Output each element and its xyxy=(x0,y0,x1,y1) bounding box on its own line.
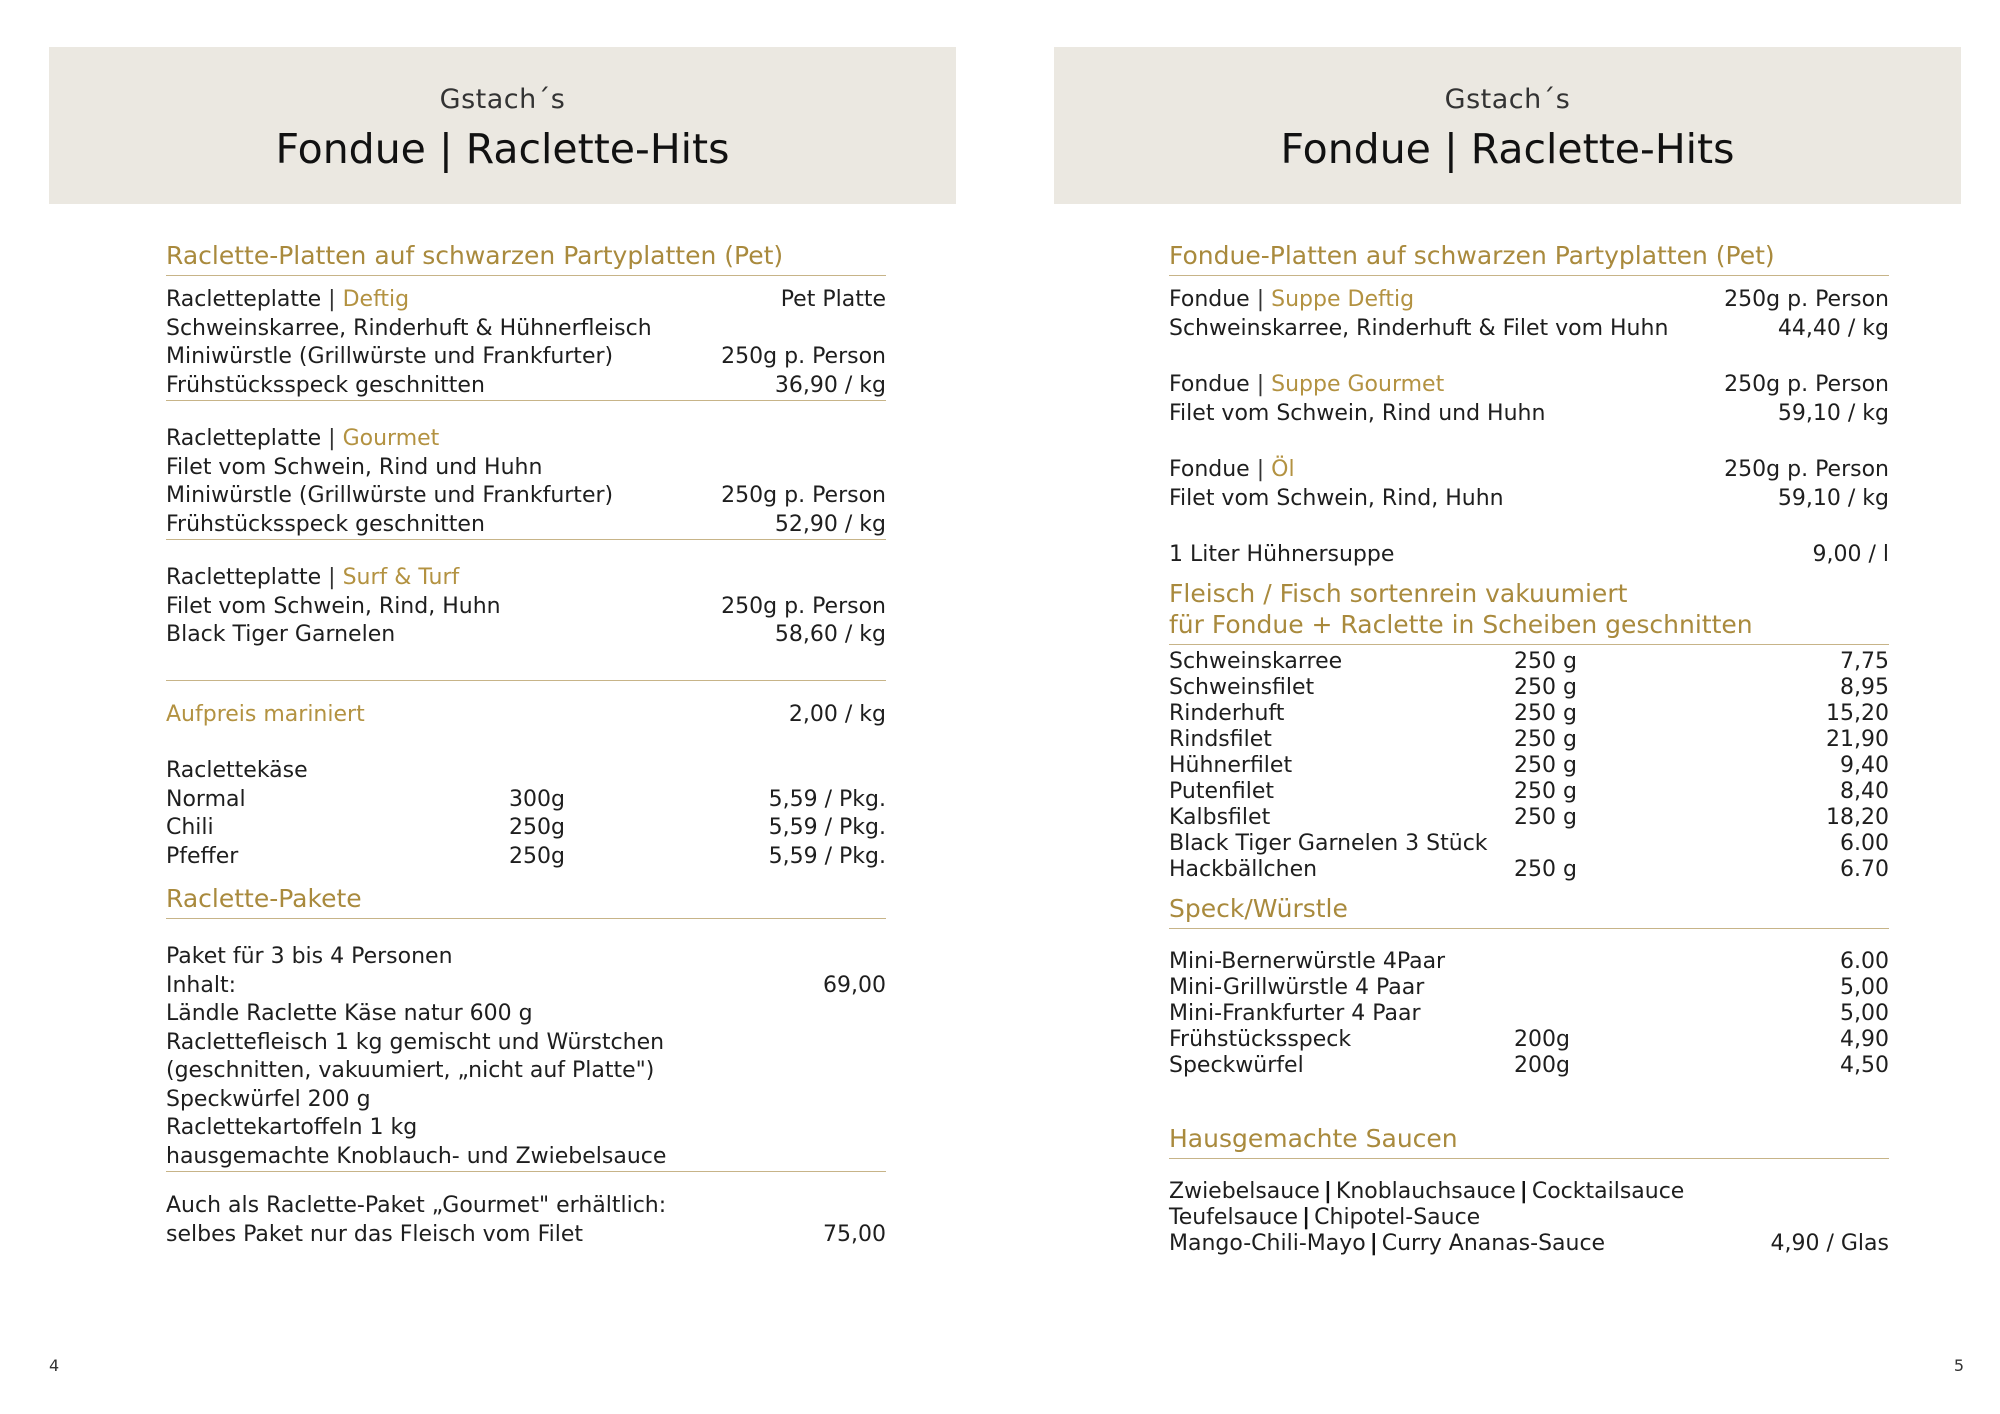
text-cell: 5,59 / Pkg. xyxy=(768,843,886,869)
saucen-list xyxy=(1169,1179,1889,1257)
aufpreis-row xyxy=(166,701,886,730)
divider xyxy=(166,650,886,681)
header-title: Fondue | Raclette-Hits xyxy=(275,125,730,173)
section-title-speck: Speck/Würstle xyxy=(1169,893,1889,929)
text-cell: 250 g xyxy=(1514,804,1577,830)
text-cell: Schweinskarree xyxy=(1169,648,1343,674)
header-subtitle: Gstach´s xyxy=(1444,84,1571,115)
right-header xyxy=(1054,47,1961,204)
text-cell: Fondue xyxy=(1169,287,1250,312)
text-cell: Chili xyxy=(166,815,214,840)
item-price: 36,90 / kg xyxy=(774,372,886,398)
text-cell: 200g xyxy=(1514,1026,1570,1052)
table-row xyxy=(1169,805,1889,831)
table-row xyxy=(1169,649,1889,675)
text-cell: 250 g xyxy=(1514,726,1577,752)
text-cell: | xyxy=(1256,287,1265,312)
text-cell: 4,90 xyxy=(1840,1026,1889,1052)
text-cell: 9,40 xyxy=(1840,752,1889,778)
text-cell: | xyxy=(1519,1178,1528,1204)
separator: | xyxy=(328,426,336,451)
text-cell: 44,40 / kg xyxy=(1777,315,1889,341)
fondue-item xyxy=(1169,456,1889,513)
text-cell: 300g xyxy=(509,786,565,812)
paket-line: Inhalt: xyxy=(166,972,237,998)
text-cell: | xyxy=(1302,1204,1311,1230)
raclette-paket xyxy=(166,943,886,1172)
kaese-row xyxy=(166,843,886,872)
text-cell: 8,95 xyxy=(1840,674,1889,700)
text-cell: Curry Ananas-Sauce xyxy=(1381,1230,1606,1256)
text-cell: Rindsfilet xyxy=(1169,726,1272,752)
text-cell: Öl xyxy=(1271,457,1295,482)
text-cell: | xyxy=(1256,372,1265,397)
paket-line: Raclettekartoffeln 1 kg xyxy=(166,1115,418,1140)
section-title-line: Fleisch / Fisch sortenrein vakuumiert xyxy=(1169,578,1628,608)
table-row xyxy=(1169,1001,1889,1027)
text-cell: Schweinskarree, Rinderhuft & Filet vom Huhn xyxy=(1169,315,1669,341)
text-cell: 250 g xyxy=(1514,752,1577,778)
page-number: 5 xyxy=(1953,1356,1964,1375)
text-cell: 250g xyxy=(509,843,565,869)
item-desc: Miniwürstle (Grillwürste und Frankfurter) xyxy=(166,344,614,369)
text-cell: 59,10 / kg xyxy=(1777,485,1889,511)
raclette-platte-deftig xyxy=(166,286,886,401)
text-cell: Hackbällchen xyxy=(1169,856,1318,882)
text-cell: 250 g xyxy=(1514,778,1577,804)
text-cell: Suppe Deftig xyxy=(1271,287,1415,312)
kaese-row xyxy=(166,814,886,843)
item-desc: Frühstücksspeck geschnitten xyxy=(166,511,485,537)
left-header xyxy=(49,47,956,204)
text-cell xyxy=(1514,831,1694,857)
text-cell: Putenfilet xyxy=(1169,778,1275,804)
item-variant: Deftig xyxy=(342,287,410,312)
paket-line: Ländle Raclette Käse natur 600 g xyxy=(166,1001,533,1026)
paket-line: Raclettefleisch 1 kg gemischt und Würstchen xyxy=(166,1029,665,1055)
separator: | xyxy=(328,565,336,590)
text-cell: 250 g xyxy=(1514,700,1577,726)
text-cell: Rinderhuft xyxy=(1169,700,1285,726)
paket-gourmet-price: 75,00 xyxy=(823,1221,886,1247)
soup-row xyxy=(1169,541,1889,570)
table-row xyxy=(1169,675,1889,701)
text-cell: | xyxy=(1323,1178,1332,1204)
text-cell: Mango-Chili-Mayo xyxy=(1169,1230,1366,1256)
table-row xyxy=(1169,831,1889,857)
text-cell: 200g xyxy=(1514,1052,1570,1078)
left-content xyxy=(166,240,886,1249)
text-cell: | xyxy=(1369,1230,1378,1256)
text-cell xyxy=(1514,949,1694,975)
text-cell: 5,59 / Pkg. xyxy=(768,786,886,812)
text-cell: Filet vom Schwein, Rind, Huhn xyxy=(1169,485,1504,511)
section-title-fondue-platten: Fondue-Platten auf schwarzen Partyplatten (Pet) xyxy=(1169,240,1889,276)
paket-price: 69,00 xyxy=(823,972,886,998)
item-price: 58,60 / kg xyxy=(774,622,886,647)
text-cell: 250g p. Person xyxy=(1724,372,1889,397)
raclette-platte-gourmet xyxy=(166,425,886,540)
text-cell: Zwiebelsauce xyxy=(1169,1178,1320,1204)
text-cell: 250g xyxy=(509,815,565,840)
item-desc: Filet vom Schwein, Rind, Huhn xyxy=(166,593,501,619)
section-title-saucen: Hausgemachte Saucen xyxy=(1169,1123,1889,1159)
text-cell: 250 g xyxy=(1514,674,1577,700)
text-cell: Mini-Frankfurter 4 Paar xyxy=(1169,1000,1421,1026)
fleisch-table xyxy=(1169,649,1889,883)
text-cell: Speckwürfel xyxy=(1169,1052,1304,1078)
text-cell: 18,20 xyxy=(1826,804,1889,830)
item-format: Pet Platte xyxy=(780,287,886,312)
paket-line: Speckwürfel 200 g xyxy=(166,1086,371,1112)
text-cell: 250g p. Person xyxy=(1724,287,1889,312)
text-cell: Black Tiger Garnelen 3 Stück xyxy=(1169,830,1488,856)
item-variant: Surf & Turf xyxy=(342,565,460,590)
text-cell: 4,50 xyxy=(1840,1052,1889,1078)
text-cell xyxy=(1514,975,1694,1001)
text-cell: 250 g xyxy=(1514,856,1577,882)
table-row xyxy=(1169,779,1889,805)
item-desc: Schweinskarree, Rinderhuft & Hühnerfleisch xyxy=(166,315,652,341)
paket-line: Paket für 3 bis 4 Personen xyxy=(166,944,453,969)
item-desc: Filet vom Schwein, Rind und Huhn xyxy=(166,454,543,480)
paket-gourmet-line: selbes Paket nur das Fleisch vom Filet xyxy=(166,1221,584,1247)
text-cell: | xyxy=(1256,457,1265,482)
item-desc: Black Tiger Garnelen xyxy=(166,622,396,647)
paket-line: hausgemachte Knoblauch- und Zwiebelsauce xyxy=(166,1143,886,1173)
paket-line: (geschnitten, vakuumiert, „nicht auf Platte") xyxy=(166,1058,655,1083)
raclette-paket-gourmet xyxy=(166,1192,886,1249)
paket-gourmet-line: Auch als Raclette-Paket „Gourmet" erhältlich: xyxy=(166,1193,667,1218)
text-cell: Pfeffer xyxy=(166,843,239,869)
text-cell: 6.00 xyxy=(1840,948,1889,974)
section-title-fleisch xyxy=(1169,578,1889,645)
text-cell: Fondue xyxy=(1169,372,1250,397)
item-variant: Gourmet xyxy=(342,426,440,451)
text-cell: 59,10 / kg xyxy=(1777,400,1889,426)
table-row xyxy=(1169,949,1889,975)
item-desc: Miniwürstle (Grillwürste und Frankfurter) xyxy=(166,483,614,508)
table-row xyxy=(1169,701,1889,727)
page-number: 4 xyxy=(49,1356,60,1375)
table-row xyxy=(1169,1053,1889,1079)
text-cell: 250g p. Person xyxy=(1724,457,1889,482)
section-title-raclette-pakete: Raclette-Pakete xyxy=(166,883,886,919)
text-cell: Teufelsauce xyxy=(1169,1204,1299,1230)
text-cell: 15,20 xyxy=(1826,700,1889,726)
table-row xyxy=(1169,1027,1889,1053)
text-cell: 250 g xyxy=(1514,648,1577,674)
text-cell: Chipotel-Sauce xyxy=(1314,1204,1481,1230)
item-portion: 250g p. Person xyxy=(721,593,886,619)
text-cell: Fondue xyxy=(1169,457,1250,482)
table-row xyxy=(1169,975,1889,1001)
item-label: Racletteplatte xyxy=(166,287,322,312)
separator: | xyxy=(328,287,336,312)
speck-table xyxy=(1169,949,1889,1079)
text-cell: 7,75 xyxy=(1840,648,1889,674)
text-cell: Frühstücksspeck xyxy=(1169,1026,1352,1052)
text-cell: Schweinsfilet xyxy=(1169,674,1315,700)
text-cell: Mini-Bernerwürstle 4Paar xyxy=(1169,948,1446,974)
text-cell: 5,00 xyxy=(1840,974,1889,1000)
kaese-title: Raclettekäse xyxy=(166,758,308,783)
aufpreis-price: 2,00 / kg xyxy=(788,701,886,727)
text-cell: 1 Liter Hühnersuppe xyxy=(1169,542,1395,567)
fondue-item xyxy=(1169,286,1889,343)
table-row xyxy=(1169,857,1889,883)
saucen-price: 4,90 / Glas xyxy=(1770,1230,1889,1256)
text-cell: Knoblauchsauce xyxy=(1335,1178,1516,1204)
text-cell: 6.70 xyxy=(1840,856,1889,882)
item-price: 52,90 / kg xyxy=(774,511,886,537)
kaese-row xyxy=(166,786,886,815)
right-content xyxy=(1169,240,1889,1257)
item-desc: Frühstücksspeck geschnitten xyxy=(166,372,485,398)
text-cell: 21,90 xyxy=(1826,726,1889,752)
text-cell: Suppe Gourmet xyxy=(1271,372,1445,397)
text-cell: Mini-Grillwürstle 4 Paar xyxy=(1169,974,1425,1000)
text-cell: Cocktailsauce xyxy=(1531,1178,1685,1204)
text-cell: Filet vom Schwein, Rind und Huhn xyxy=(1169,400,1546,426)
text-cell: Normal xyxy=(166,786,246,812)
section-title-raclette-platten: Raclette-Platten auf schwarzen Partyplatten (Pet) xyxy=(166,240,886,276)
table-row xyxy=(1169,753,1889,779)
item-portion: 250g p. Person xyxy=(721,344,886,369)
text-cell: 5,59 / Pkg. xyxy=(768,815,886,840)
item-portion: 250g p. Person xyxy=(721,483,886,508)
raclette-kaese xyxy=(166,757,886,871)
aufpreis-label: Aufpreis mariniert xyxy=(166,701,365,727)
text-cell: 6.00 xyxy=(1840,830,1889,856)
text-cell: Kalbsfilet xyxy=(1169,804,1271,830)
right-page xyxy=(1000,0,2000,1414)
item-label: Racletteplatte xyxy=(166,426,322,451)
text-cell: 5,00 xyxy=(1840,1000,1889,1026)
item-label: Racletteplatte xyxy=(166,565,322,590)
text-cell: Hühnerfilet xyxy=(1169,752,1293,778)
table-row xyxy=(1169,727,1889,753)
section-title-line: für Fondue + Raclette in Scheiben geschnitten xyxy=(1169,609,1753,639)
text-cell: 8,40 xyxy=(1840,778,1889,804)
text-cell xyxy=(1514,1001,1694,1027)
text-cell: 9,00 / l xyxy=(1812,542,1889,567)
header-subtitle: Gstach´s xyxy=(439,84,566,115)
fondue-item xyxy=(1169,371,1889,428)
header-title: Fondue | Raclette-Hits xyxy=(1280,125,1735,173)
raclette-platte-surf-turf xyxy=(166,564,886,650)
